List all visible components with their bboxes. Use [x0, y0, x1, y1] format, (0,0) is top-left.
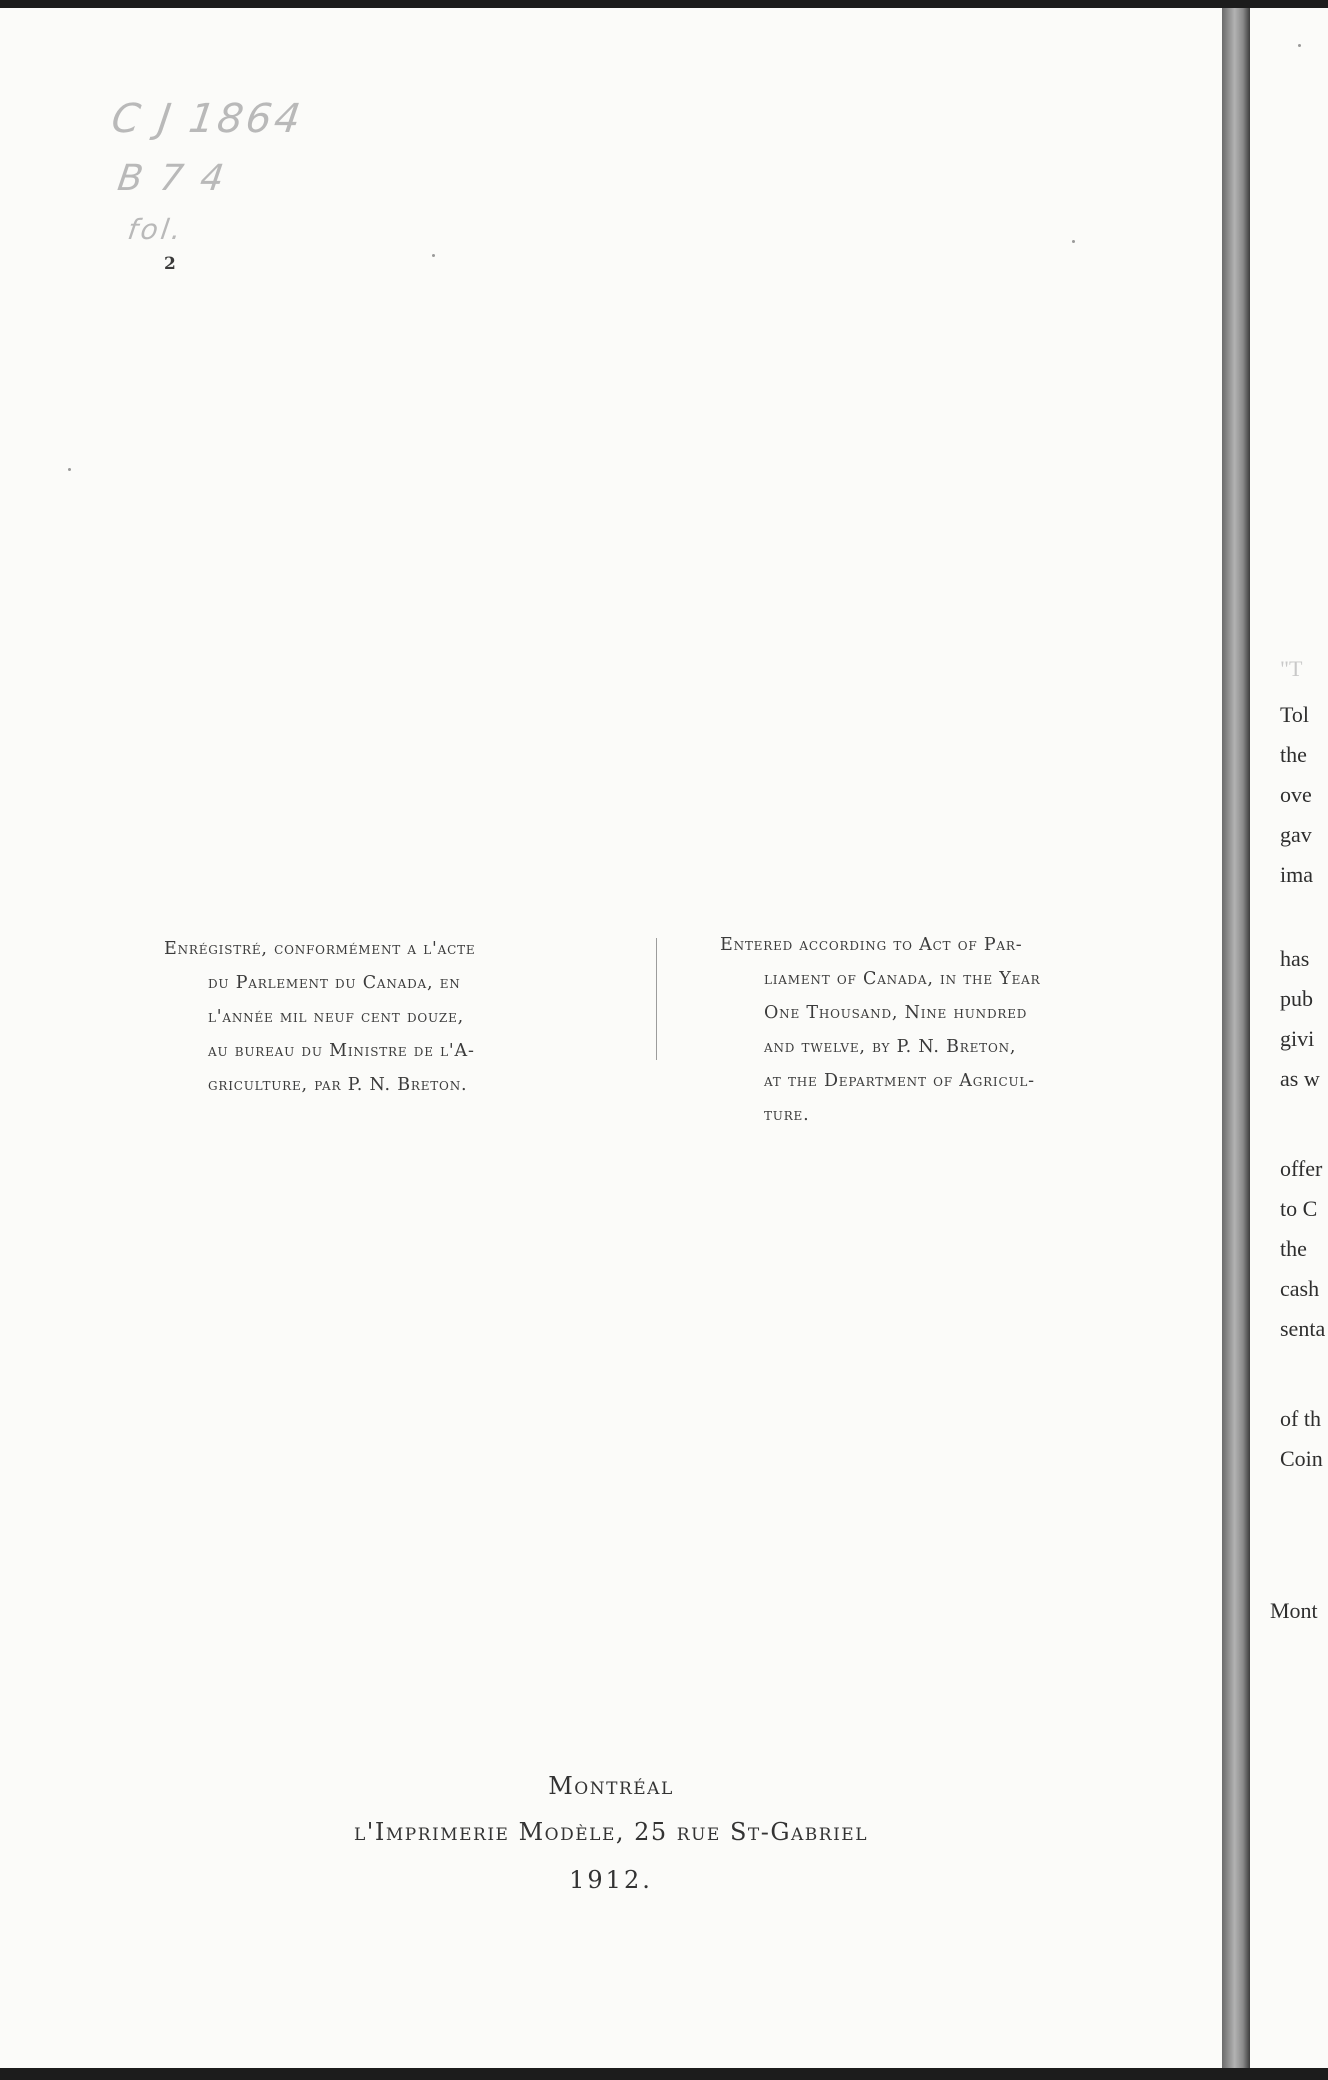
facing-page-line: "T [1280, 656, 1303, 681]
copyright-line: Enrégistré, conformément a l'acte [164, 939, 476, 959]
facing-page-line: the [1280, 1236, 1307, 1261]
facing-page-line: givi [1280, 1026, 1315, 1051]
facing-page-line: Coin [1280, 1446, 1323, 1471]
facing-page-line: Tol [1280, 702, 1310, 727]
facing-page-line: of th [1280, 1406, 1321, 1431]
imprint-city: Montréal [548, 1772, 674, 1800]
copyright-notice-french [164, 932, 584, 1102]
facing-page-line: cash [1280, 1276, 1320, 1301]
copyright-line: at the Department of Agricul- [764, 1071, 1035, 1091]
facing-page-line: ove [1280, 782, 1312, 807]
facing-page-line: as w [1280, 1066, 1320, 1091]
copyright-notice-english [720, 928, 1140, 1132]
handwritten-catalog-number: C J 1864 [108, 96, 307, 142]
paper-speck [1298, 44, 1301, 47]
copyright-line: du Parlement du Canada, en [208, 973, 461, 993]
facing-page-fragment [1250, 8, 1328, 2068]
page-number: 2 [164, 254, 176, 274]
handwritten-folio-mark: fol. [125, 213, 186, 246]
facing-page-line: senta [1280, 1316, 1326, 1341]
book-gutter [1222, 8, 1250, 2068]
facing-page-line: Mont [1270, 1598, 1318, 1623]
imprint-year: 1912. [569, 1866, 653, 1894]
copyright-line: liament of Canada, in the Year [764, 969, 1041, 989]
copyright-line: One Thousand, Nine hundred [764, 1003, 1028, 1023]
paper-speck [1072, 240, 1075, 243]
facing-page-line: pub [1280, 986, 1313, 1011]
facing-page-line: offer [1280, 1156, 1323, 1181]
column-divider [656, 938, 657, 1060]
facing-page-line: gav [1280, 822, 1312, 847]
copyright-line: griculture, par P. N. Breton. [208, 1075, 468, 1095]
copyright-line: au bureau du Ministre de l'A- [208, 1041, 475, 1061]
left-page [0, 8, 1222, 2068]
facing-page-line: has [1280, 946, 1310, 971]
copyright-line: ture. [764, 1105, 810, 1125]
paper-speck [68, 468, 71, 471]
handwritten-catalog-suffix: B 7 4 [115, 158, 230, 199]
facing-page-line: to C [1280, 1196, 1318, 1221]
copyright-line: Entered according to Act of Par- [720, 935, 1023, 955]
paper-speck [432, 254, 435, 257]
copyright-line: and twelve, by P. N. Breton, [764, 1037, 1017, 1057]
imprint-printer: l'Imprimerie Modèle, 25 rue St-Gabriel [354, 1818, 868, 1846]
facing-page-line: ima [1280, 862, 1313, 887]
facing-page-line: the [1280, 742, 1307, 767]
copyright-line: l'année mil neuf cent douze, [208, 1007, 464, 1027]
